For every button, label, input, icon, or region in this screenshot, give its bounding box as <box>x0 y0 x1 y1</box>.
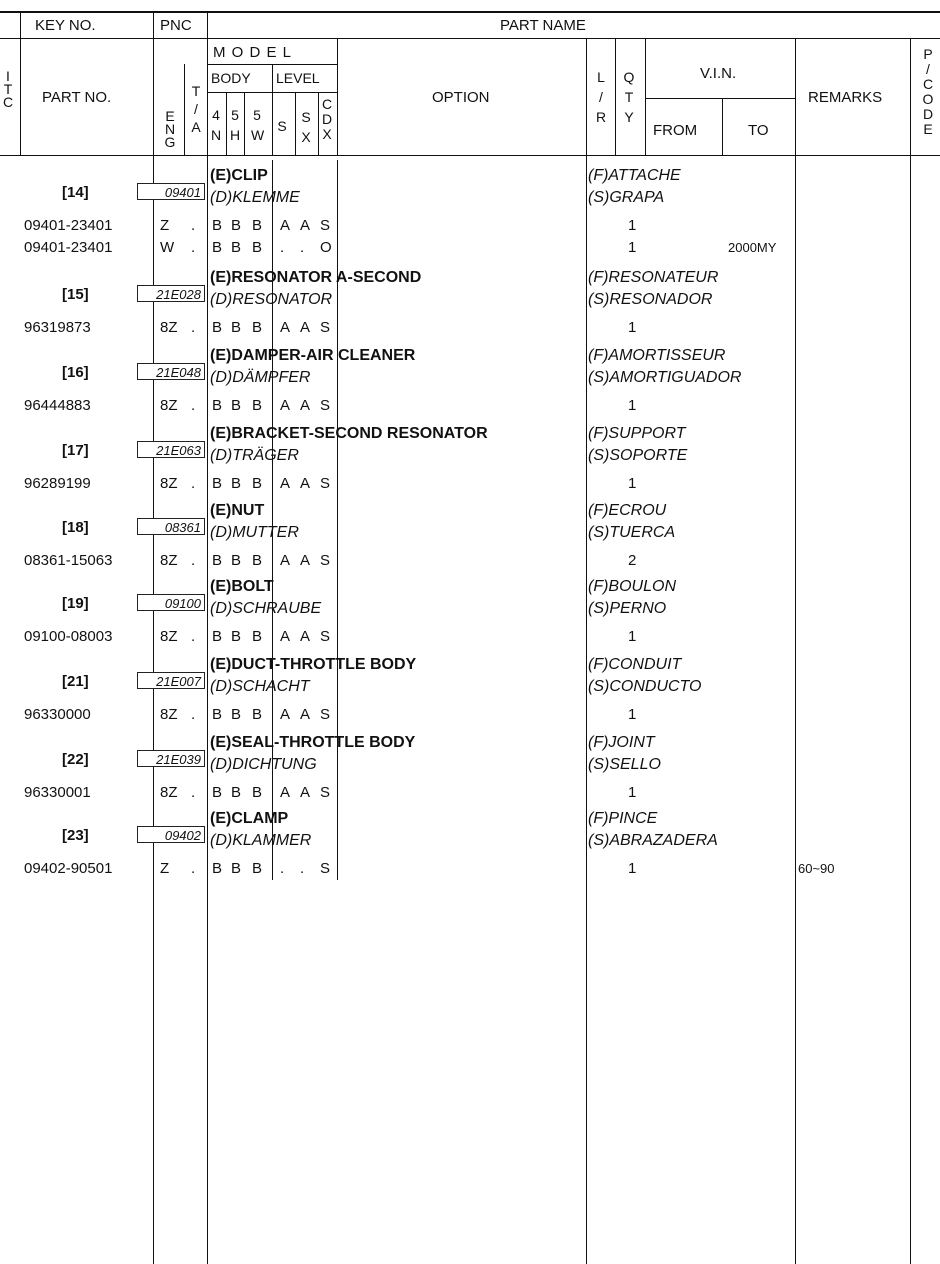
part-number: 96319873 <box>24 319 91 336</box>
part-name-es: (S)SELLO <box>588 756 661 773</box>
header-pnc: PNC <box>160 17 192 34</box>
body-5h: B <box>231 217 242 234</box>
part-name-en: (E)RESONATOR A-SECOND <box>210 269 422 286</box>
key-no: [21] <box>62 673 89 690</box>
key-no: [14] <box>62 184 89 201</box>
header-part-no: PART NO. <box>42 89 112 106</box>
ta-code: . <box>191 475 196 492</box>
quantity: 2 <box>628 552 637 569</box>
pnc-box: 08361 <box>137 518 205 535</box>
key-no: [22] <box>62 751 89 768</box>
part-name-en: (E)NUT <box>210 502 265 519</box>
key-no: [17] <box>62 442 89 459</box>
eng-code: 8Z <box>160 475 178 492</box>
level-sx: A <box>300 319 311 336</box>
part-name-fr: (F)CONDUIT <box>588 656 682 673</box>
part-name-es: (S)GRAPA <box>588 189 665 206</box>
ta-code: . <box>191 397 196 414</box>
header-pcode: P / C O D E <box>922 46 934 137</box>
part-name-fr: (F)ATTACHE <box>588 167 681 184</box>
part-number: 08361-15063 <box>24 552 113 569</box>
body-4n: B <box>212 217 223 234</box>
part-name-de: (D)KLEMME <box>210 189 300 206</box>
col-line-pcode <box>910 38 911 1264</box>
body-5w: B <box>252 217 263 234</box>
col-line-itc <box>20 13 21 155</box>
part-number: 96289199 <box>24 475 91 492</box>
part-name-es: (S)AMORTIGUADOR <box>588 369 742 386</box>
key-no: [16] <box>62 364 89 381</box>
key-no: [15] <box>62 286 89 303</box>
key-no: [19] <box>62 595 89 612</box>
quantity: 1 <box>628 475 637 492</box>
body-5w: B <box>252 860 263 877</box>
body-5h: B <box>231 552 242 569</box>
header-qty: Q T Y <box>623 69 635 125</box>
level-cdx: S <box>320 628 331 645</box>
body-4n: B <box>212 784 223 801</box>
col-line-sx <box>318 92 319 155</box>
part-name-de: (D)DICHTUNG <box>210 756 317 773</box>
level-cdx: S <box>320 784 331 801</box>
ta-code: . <box>191 217 196 234</box>
col-line-5h <box>244 92 245 155</box>
level-cdx: S <box>320 217 331 234</box>
part-name-es: (S)PERNO <box>588 600 667 617</box>
level-sx: A <box>300 706 311 723</box>
key-no: [18] <box>62 519 89 536</box>
quantity: 1 <box>628 860 637 877</box>
level-sx: A <box>300 628 311 645</box>
body-5h: B <box>231 319 242 336</box>
eng-code: 8Z <box>160 628 178 645</box>
body-5w: B <box>252 239 263 256</box>
ta-code: . <box>191 860 196 877</box>
header-key-no: KEY NO. <box>35 17 96 34</box>
body-4n: B <box>212 239 223 256</box>
part-name-fr: (F)ECROU <box>588 502 667 519</box>
quantity: 1 <box>628 628 637 645</box>
body-5w: B <box>252 552 263 569</box>
part-name-fr: (F)RESONATEUR <box>588 269 719 286</box>
part-name-es: (S)TUERCA <box>588 524 676 541</box>
part-name-de: (D)TRÄGER <box>210 447 299 464</box>
part-name-fr: (F)BOULON <box>588 578 676 595</box>
header-body-5h: 5 H <box>229 107 241 143</box>
body-5w: B <box>252 475 263 492</box>
ta-code: . <box>191 784 196 801</box>
header-rule-1 <box>0 38 940 39</box>
part-number: 96444883 <box>24 397 91 414</box>
eng-code: 8Z <box>160 319 178 336</box>
body-4n: B <box>212 475 223 492</box>
body-line-opt <box>337 160 338 880</box>
part-name-es: (S)ABRAZADERA <box>588 832 718 849</box>
top-rule <box>0 11 940 13</box>
level-s: A <box>280 397 291 414</box>
part-name-de: (D)KLAMMER <box>210 832 312 849</box>
col-line-body <box>272 64 273 155</box>
eng-code: W <box>160 239 175 256</box>
body-5w: B <box>252 784 263 801</box>
body-5h: B <box>231 239 242 256</box>
part-name-de: (D)DÄMPFER <box>210 369 311 386</box>
part-name-de: (D)RESONATOR <box>210 291 333 308</box>
body-4n: B <box>212 860 223 877</box>
quantity: 1 <box>628 397 637 414</box>
eng-code: 8Z <box>160 552 178 569</box>
body-4n: B <box>212 397 223 414</box>
level-sx: A <box>300 784 311 801</box>
part-name-fr: (F)AMORTISSEUR <box>588 347 726 364</box>
quantity: 1 <box>628 217 637 234</box>
header-eng: E N G <box>164 108 176 150</box>
part-number: 09402-90501 <box>24 860 113 877</box>
level-s: A <box>280 217 291 234</box>
ta-code: . <box>191 706 196 723</box>
level-s: . <box>280 239 285 256</box>
level-s: A <box>280 784 291 801</box>
col-line-remarks <box>795 38 796 1264</box>
header-rule-bottom <box>0 155 940 156</box>
pnc-box: 21E039 <box>137 750 205 767</box>
pnc-box: 09100 <box>137 594 205 611</box>
body-4n: B <box>212 706 223 723</box>
vin-rule <box>645 98 795 99</box>
part-name-es: (S)CONDUCTO <box>588 678 702 695</box>
part-name-de: (D)SCHRAUBE <box>210 600 322 617</box>
col-line-option <box>337 38 338 155</box>
pnc-box: 09401 <box>137 183 205 200</box>
eng-code: 8Z <box>160 784 178 801</box>
header-from: FROM <box>653 122 698 139</box>
ta-code: . <box>191 239 196 256</box>
body-4n: B <box>212 319 223 336</box>
part-name-en: (E)SEAL-THROTTLE BODY <box>210 734 416 751</box>
part-name-en: (E)DAMPER-AIR CLEANER <box>210 347 416 364</box>
quantity: 1 <box>628 319 637 336</box>
body-5w: B <box>252 319 263 336</box>
level-s: A <box>280 628 291 645</box>
col-line-vin <box>645 38 646 155</box>
part-name-de: (D)SCHACHT <box>210 678 310 695</box>
level-sx: A <box>300 475 311 492</box>
level-s: . <box>280 860 285 877</box>
header-option: OPTION <box>432 89 490 106</box>
header-body-4n: 4 N <box>210 107 222 143</box>
level-cdx: S <box>320 552 331 569</box>
level-cdx: S <box>320 860 331 877</box>
col-line-partno <box>153 13 154 1264</box>
header-vin: V.I.N. <box>700 65 737 82</box>
body-5h: B <box>231 706 242 723</box>
part-name-en: (E)BRACKET-SECOND RESONATOR <box>210 425 488 442</box>
header-model: M O D E L <box>213 44 293 61</box>
header-body-5w: 5 W <box>251 107 265 143</box>
level-s: A <box>280 706 291 723</box>
body-4n: B <box>212 628 223 645</box>
pnc-box: 21E007 <box>137 672 205 689</box>
header-body: BODY <box>211 70 251 86</box>
part-number: 09100-08003 <box>24 628 113 645</box>
header-itc: I T C <box>2 68 14 110</box>
header-level-s: S <box>277 118 287 134</box>
quantity: 1 <box>628 706 637 723</box>
level-cdx: S <box>320 475 331 492</box>
header-level-sx: S X <box>301 109 311 145</box>
body-5w: B <box>252 397 263 414</box>
col-line-qty <box>615 38 616 155</box>
part-name-de: (D)MUTTER <box>210 524 299 541</box>
pnc-box: 21E063 <box>137 441 205 458</box>
remarks: 60~90 <box>798 861 835 876</box>
eng-code: 8Z <box>160 706 178 723</box>
level-sx: . <box>300 860 305 877</box>
body-5h: B <box>231 475 242 492</box>
level-s: A <box>280 552 291 569</box>
pnc-box: 21E028 <box>137 285 205 302</box>
part-name-fr: (F)JOINT <box>588 734 655 751</box>
col-line-s <box>295 92 296 155</box>
header-ta: T / A <box>191 83 201 135</box>
pnc-box: 09402 <box>137 826 205 843</box>
vin-to: 2000MY <box>728 240 777 255</box>
ta-code: . <box>191 552 196 569</box>
body-5h: B <box>231 860 242 877</box>
header-remarks: REMARKS <box>808 89 883 106</box>
header-part-name: PART NAME <box>500 17 586 34</box>
level-cdx: O <box>320 239 332 256</box>
part-name-fr: (F)PINCE <box>588 810 658 827</box>
part-name-en: (E)BOLT <box>210 578 274 595</box>
key-no: [23] <box>62 827 89 844</box>
ta-code: . <box>191 319 196 336</box>
level-cdx: S <box>320 319 331 336</box>
pnc-box: 21E048 <box>137 363 205 380</box>
part-number: 96330000 <box>24 706 91 723</box>
part-name-es: (S)SOPORTE <box>588 447 688 464</box>
header-level-cdx: C D X <box>321 96 333 142</box>
part-name-fr: (F)SUPPORT <box>588 425 686 442</box>
level-sx: A <box>300 217 311 234</box>
level-s: A <box>280 319 291 336</box>
eng-code: Z <box>160 217 170 234</box>
quantity: 1 <box>628 784 637 801</box>
part-name-en: (E)CLIP <box>210 167 268 184</box>
level-s: A <box>280 475 291 492</box>
level-sx: . <box>300 239 305 256</box>
part-number: 09401-23401 <box>24 217 113 234</box>
col-line-4n <box>226 92 227 155</box>
body-5w: B <box>252 706 263 723</box>
level-sx: A <box>300 552 311 569</box>
body-4n: B <box>212 552 223 569</box>
part-number: 96330001 <box>24 784 91 801</box>
body-5h: B <box>231 628 242 645</box>
body-5w: B <box>252 628 263 645</box>
ta-code: . <box>191 628 196 645</box>
header-to: TO <box>748 122 769 139</box>
header-lr: L / R <box>595 69 607 125</box>
body-5h: B <box>231 397 242 414</box>
col-line-from-to <box>722 98 723 155</box>
level-sx: A <box>300 397 311 414</box>
col-line-lr <box>586 38 587 1264</box>
col-line-model <box>207 13 208 1264</box>
quantity: 1 <box>628 239 637 256</box>
level-cdx: S <box>320 706 331 723</box>
part-name-es: (S)RESONADOR <box>588 291 713 308</box>
level-cdx: S <box>320 397 331 414</box>
part-number: 09401-23401 <box>24 239 113 256</box>
eng-code: 8Z <box>160 397 178 414</box>
header-level: LEVEL <box>276 70 320 86</box>
col-line-eng <box>184 64 185 155</box>
part-name-en: (E)CLAMP <box>210 810 289 827</box>
part-name-en: (E)DUCT-THROTTLE BODY <box>210 656 417 673</box>
body-5h: B <box>231 784 242 801</box>
eng-code: Z <box>160 860 170 877</box>
